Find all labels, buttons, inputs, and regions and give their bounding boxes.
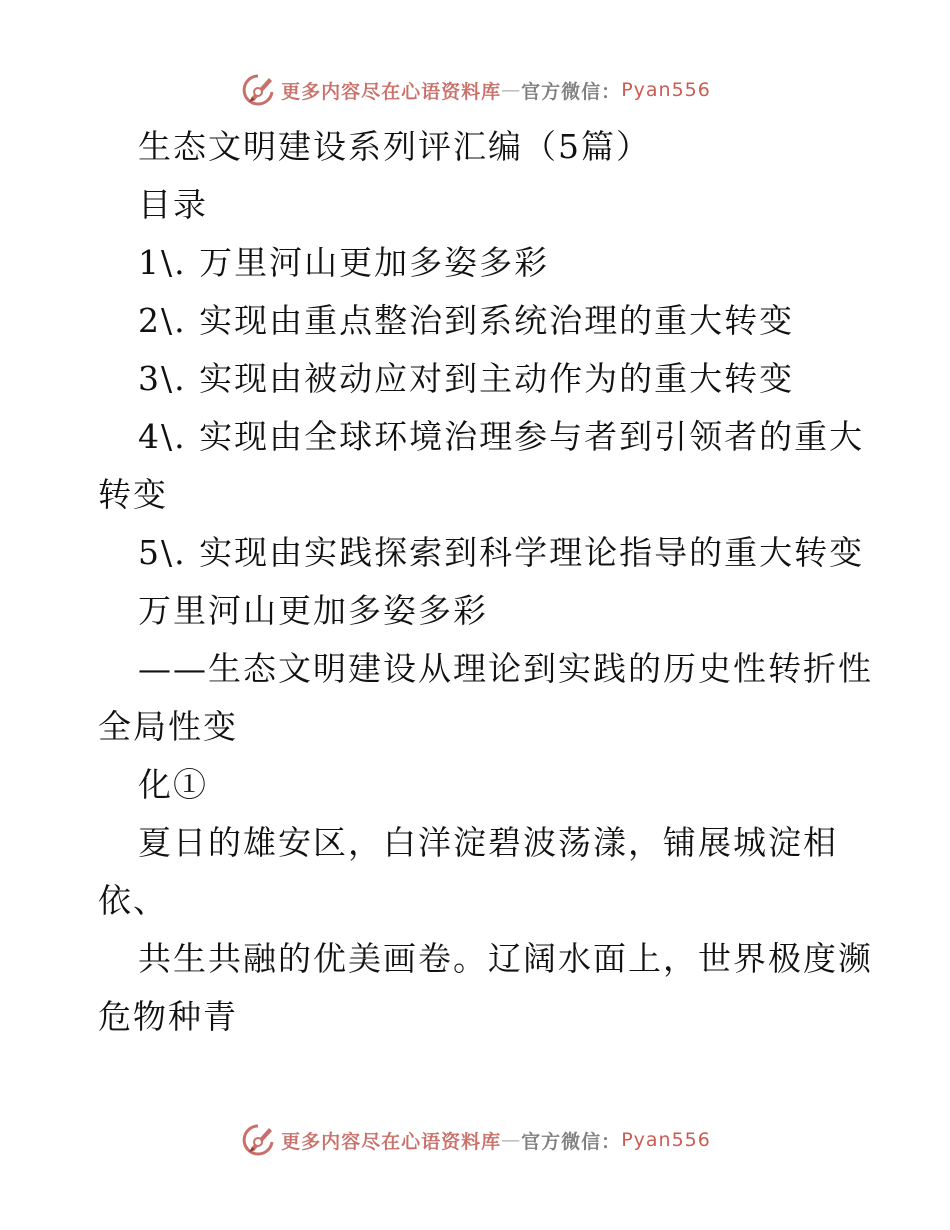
quill-circle-logo-icon: [239, 1122, 277, 1158]
watermark-id: Pyan556: [621, 1129, 711, 1151]
watermark-id: Pyan556: [621, 79, 711, 101]
document-body: [98, 118, 873, 1046]
quill-circle-logo-icon: [239, 72, 277, 108]
article-subtitle-continued: 全局性变: [98, 707, 238, 746]
watermark-main-text: 更多内容尽在心语资料库: [281, 80, 502, 103]
paragraph-line: 依、: [98, 881, 168, 920]
watermark-label: 官方微信：: [521, 80, 622, 103]
document-title: 生态文明建设系列评汇编（5篇）: [138, 127, 651, 166]
toc-item-4: 4\. 实现由全球环境治理参与者到引领者的重大: [138, 417, 865, 456]
watermark-main-text: 更多内容尽在心语资料库: [281, 1130, 502, 1153]
watermark-row: [239, 72, 711, 108]
article-subtitle-end: 化①: [138, 765, 208, 804]
toc-item-2: 2\. 实现由重点整治到系统治理的重大转变: [138, 301, 795, 340]
paragraph-line: 夏日的雄安区，白洋淀碧波荡漾，铺展城淀相: [138, 823, 838, 862]
watermark-label: 官方微信：: [521, 1130, 622, 1153]
paragraph-line: 共生共融的优美画卷。辽阔水面上，世界极度濒: [138, 939, 873, 978]
toc-heading: 目录: [138, 185, 208, 224]
header-watermark: [0, 70, 950, 110]
article-subtitle: ——生态文明建设从理论到实践的历史性转折性: [138, 649, 873, 688]
watermark-row: [239, 1122, 711, 1158]
watermark-dash: —: [501, 1129, 522, 1151]
paragraph-line: 危物种青: [98, 997, 238, 1036]
article-title: 万里河山更加多姿多彩: [138, 591, 488, 630]
toc-item-4-continued: 转变: [98, 475, 168, 514]
toc-item-1: 1\. 万里河山更加多姿多彩: [138, 243, 550, 282]
toc-item-5: 5\. 实现由实践探索到科学理论指导的重大转变: [138, 533, 865, 572]
toc-item-3: 3\. 实现由被动应对到主动作为的重大转变: [138, 359, 795, 398]
watermark-dash: —: [501, 79, 522, 101]
footer-watermark: [0, 1120, 950, 1160]
